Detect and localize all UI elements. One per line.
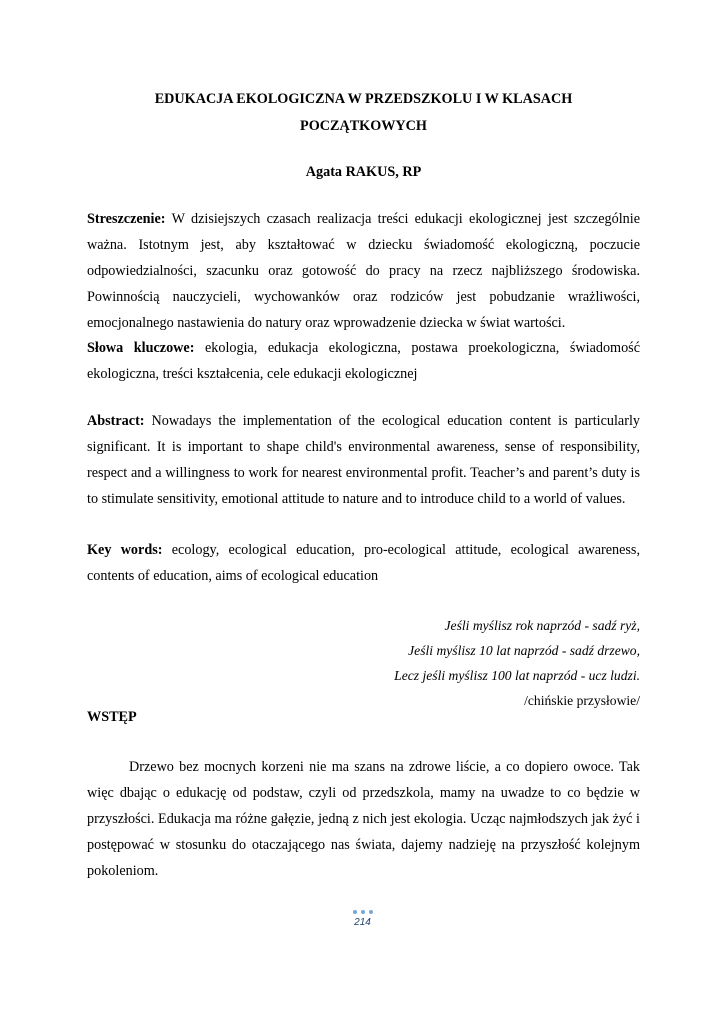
footer-dots-icon — [0, 908, 725, 916]
page-number: 214 — [354, 917, 371, 928]
motto-source: /chińskie przysłowie/ — [524, 693, 640, 708]
intro-paragraph: Drzewo bez mocnych korzeni nie ma szans na zdrowe liście, a co dopiero owoce. Tak więc dbając o edukację od podstaw, czyli od przedszkola, mamy na uwadze to co będzie w przyszłości. Edukacja ma różne gałęzie, jedną z nich jest ekologia. Ucząc najmłodszych jak żyć i postępować w stosunku do otaczającego nas świata, dajemy nadzieję na przyszłość kolejnym pokoleniom. — [87, 759, 640, 879]
section-heading: WSTĘP — [87, 709, 137, 725]
author: Agata RAKUS, RP — [305, 164, 422, 180]
abstract-en-text: Nowadays the implementation of the ecological education content is particularly significant. It is important to shape child's environmental awareness, sense of responsibility, respect and a willingness to work for nearest environmental profit. Teacher’s and parent’s duty is to stimulate sensitivity, emotional attitude to nature and to introduce child to a world of values. — [87, 413, 640, 507]
abstract-pl-label: Streszczenie: — [87, 211, 166, 227]
abstract-pl-text: W dzisiejszych czasach realizacja treści edukacji ekologicznej jest szczególnie ważna. Istotnym jest, aby kształtować w dziecku świadomość ekologiczną, poczucie odpowiedzialności, szacunku oraz gotowość do pracy na rzecz najbliższego środowiska. Powinnością nauczycieli, wychowanków oraz rodziców jest pobudzanie wrażliwości, emocjonalnego nastawienia do natury oraz wprowadzenie dziecka w świat wartości. — [87, 211, 640, 331]
keywords-pl — [87, 336, 640, 388]
page-footer — [0, 908, 725, 928]
keywords-pl-label: Słowa kluczowe: — [87, 340, 195, 356]
keywords-pl-text: ekologia, edukacja ekologiczna, postawa proekologiczna, świadomość ekologiczna, treści kształcenia, cele edukacji ekologicznej — [87, 340, 640, 382]
keywords-en-text: ecology, ecological education, pro-ecological attitude, ecological awareness, contents of education, aims of ecological education — [87, 542, 640, 584]
motto-line-2: Jeśli myślisz 10 lat naprzód - sadź drzewo, — [408, 643, 640, 658]
keywords-en-label: Key words: — [87, 542, 163, 558]
motto-line-1: Jeśli myślisz rok naprzód - sadź ryż, — [444, 618, 640, 633]
title-line-2: POCZĄTKOWYCH — [300, 118, 427, 134]
title-line-1: EDUKACJA EKOLOGICZNA W PRZEDSZKOLU I W KLASACH — [154, 91, 573, 107]
paper-title — [87, 86, 640, 140]
footer-dot — [369, 910, 373, 914]
abstract-pl — [87, 207, 640, 337]
motto — [87, 613, 640, 713]
footer-dot — [353, 910, 357, 914]
abstract-en-label: Abstract: — [87, 413, 145, 429]
abstract-en — [87, 409, 640, 513]
footer-dot — [361, 910, 365, 914]
motto-line-3: Lecz jeśli myślisz 100 lat naprzód - ucz ludzi. — [394, 668, 640, 683]
keywords-en — [87, 538, 640, 590]
